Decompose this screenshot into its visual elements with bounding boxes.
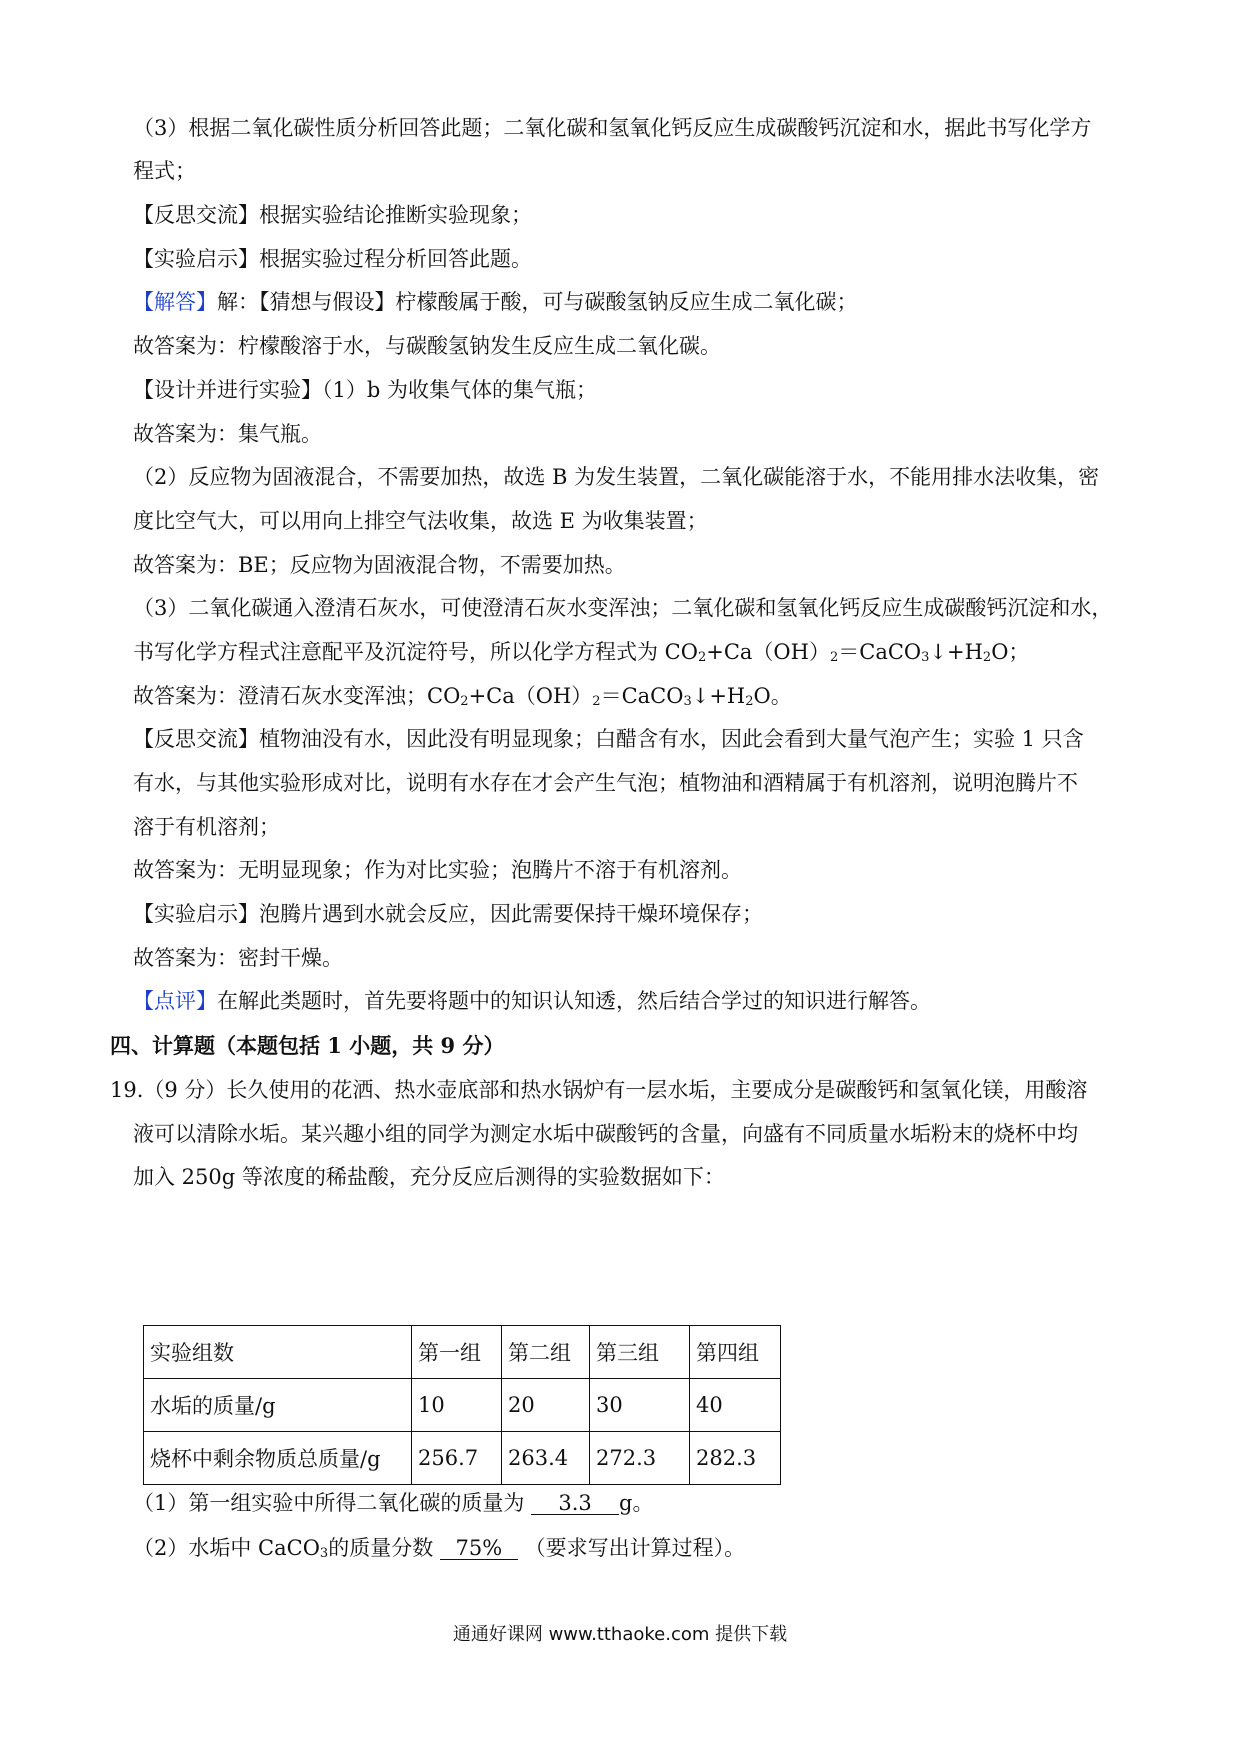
- table-cell: 40: [690, 1379, 781, 1432]
- text-line: 度比空气大，可以用向上排空气法收集，故选 E 为收集装置；: [133, 509, 708, 533]
- section-heading: 四、计算题（本题包括 1 小题，共 9 分）: [110, 1033, 505, 1058]
- comment-text: 在解此类题时，首先要将题中的知识认知透，然后结合学过的知识进行解答。: [217, 989, 931, 1013]
- text-line: 【反思交流】根据实验结论推断实验现象；: [133, 203, 532, 227]
- answer-tag: 【解答】: [133, 290, 217, 314]
- table-row: [144, 1432, 781, 1485]
- answer-text: 解：【猜想与假设】柠檬酸属于酸，可与碳酸氢钠反应生成二氧化碳；: [217, 290, 858, 314]
- table-cell: 30: [590, 1379, 690, 1432]
- table-cell: 烧杯中剩余物质总质量/g: [144, 1432, 412, 1485]
- text-line: 【实验启示】泡腾片遇到水就会反应，因此需要保持干燥环境保存；: [133, 902, 763, 926]
- table-cell: 第二组: [502, 1326, 590, 1379]
- table-cell: 282.3: [690, 1432, 781, 1485]
- comment-line: [133, 991, 931, 1012]
- table-cell: 水垢的质量/g: [144, 1379, 412, 1432]
- text-line: 程式；: [133, 159, 196, 183]
- question-line: 加入 250g 等浓度的稀盐酸，充分反应后测得的实验数据如下：: [133, 1165, 725, 1189]
- text-line: 故答案为：集气瓶。: [133, 422, 322, 446]
- table-cell: 第四组: [690, 1326, 781, 1379]
- text-line: 【反思交流】植物油没有水，因此没有明显现象；白醋含有水，因此会看到大量气泡产生；实验 1 只含: [133, 727, 1084, 751]
- table-cell: 256.7: [412, 1432, 502, 1485]
- answer-blank: 3.3: [531, 1492, 619, 1515]
- answer-line: [133, 292, 858, 313]
- table-row: [144, 1379, 781, 1432]
- text-line: 【设计并进行实验】（1）b 为收集气体的集气瓶；: [133, 378, 597, 402]
- table-cell: 第一组: [412, 1326, 502, 1379]
- text-line: 故答案为：BE；反应物为固液混合物，不需要加热。: [133, 553, 626, 577]
- table-cell: 263.4: [502, 1432, 590, 1485]
- table-header-row: [144, 1326, 781, 1379]
- text-line: （2）反应物为固液混合，不需要加热，故选 B 为发生装置，二氧化碳能溶于水，不能用排水法收集，密: [133, 465, 1100, 489]
- text-line: 故答案为：密封干燥。: [133, 946, 343, 970]
- table-cell: 实验组数: [144, 1326, 412, 1379]
- question-line: 液可以清除水垢。某兴趣小组的同学为测定水垢中碳酸钙的含量，向盛有不同质量水垢粉末的烧杯中均: [133, 1122, 1078, 1146]
- sub-question-2: （2）水垢中 CaCO$_3$的质量分数 75% （要求写出计算过程）。: [133, 1536, 746, 1561]
- text-line: （3）根据二氧化碳性质分析回答此题；二氧化碳和氢氧化钙反应生成碳酸钙沉淀和水，据此书写化学方: [133, 116, 1092, 140]
- text-line: 有水，与其他实验形成对比，说明有水存在才会产生气泡；植物油和酒精属于有机溶剂，说明泡腾片不: [133, 771, 1078, 795]
- page-footer: 通通好课网 www.tthaoke.com 提供下载: [452, 1624, 788, 1645]
- answer-blank: 75%: [440, 1537, 518, 1560]
- question-line: 19.（9 分）长久使用的花洒、热水壶底部和热水锅炉有一层水垢，主要成分是碳酸钙和氢氧化镁，用酸溶: [110, 1078, 1088, 1102]
- table-cell: 10: [412, 1379, 502, 1432]
- table-cell: 20: [502, 1379, 590, 1432]
- text-line: 【实验启示】根据实验过程分析回答此题。: [133, 247, 532, 271]
- table-cell: 272.3: [590, 1432, 690, 1485]
- comment-tag: 【点评】: [133, 989, 217, 1013]
- sub-question-1: （1）第一组实验中所得二氧化碳的质量为 3.3 g。: [133, 1491, 654, 1515]
- equation-line: 书写化学方程式注意配平及沉淀符号，所以化学方程式为 $CO_2+Ca(OH)_2=CaCO_3↓+H_2O$；: [133, 640, 1030, 665]
- equation-line: 故答案为：澄清石灰水变浑浊；$CO_2+Ca(OH)_2=CaCO_3↓+H_2O$。: [133, 684, 792, 709]
- table-cell: 第三组: [590, 1326, 690, 1379]
- text-line: 溶于有机溶剂；: [133, 815, 280, 839]
- experiment-data-table: [143, 1325, 781, 1485]
- text-line: 故答案为：柠檬酸溶于水，与碳酸氢钠发生反应生成二氧化碳。: [133, 334, 721, 358]
- text-line: 故答案为：无明显现象；作为对比实验；泡腾片不溶于有机溶剂。: [133, 858, 742, 882]
- text-line: （3）二氧化碳通入澄清石灰水，可使澄清石灰水变浑浊；二氧化碳和氢氧化钙反应生成碳酸钙沉淀和水，: [133, 596, 1113, 620]
